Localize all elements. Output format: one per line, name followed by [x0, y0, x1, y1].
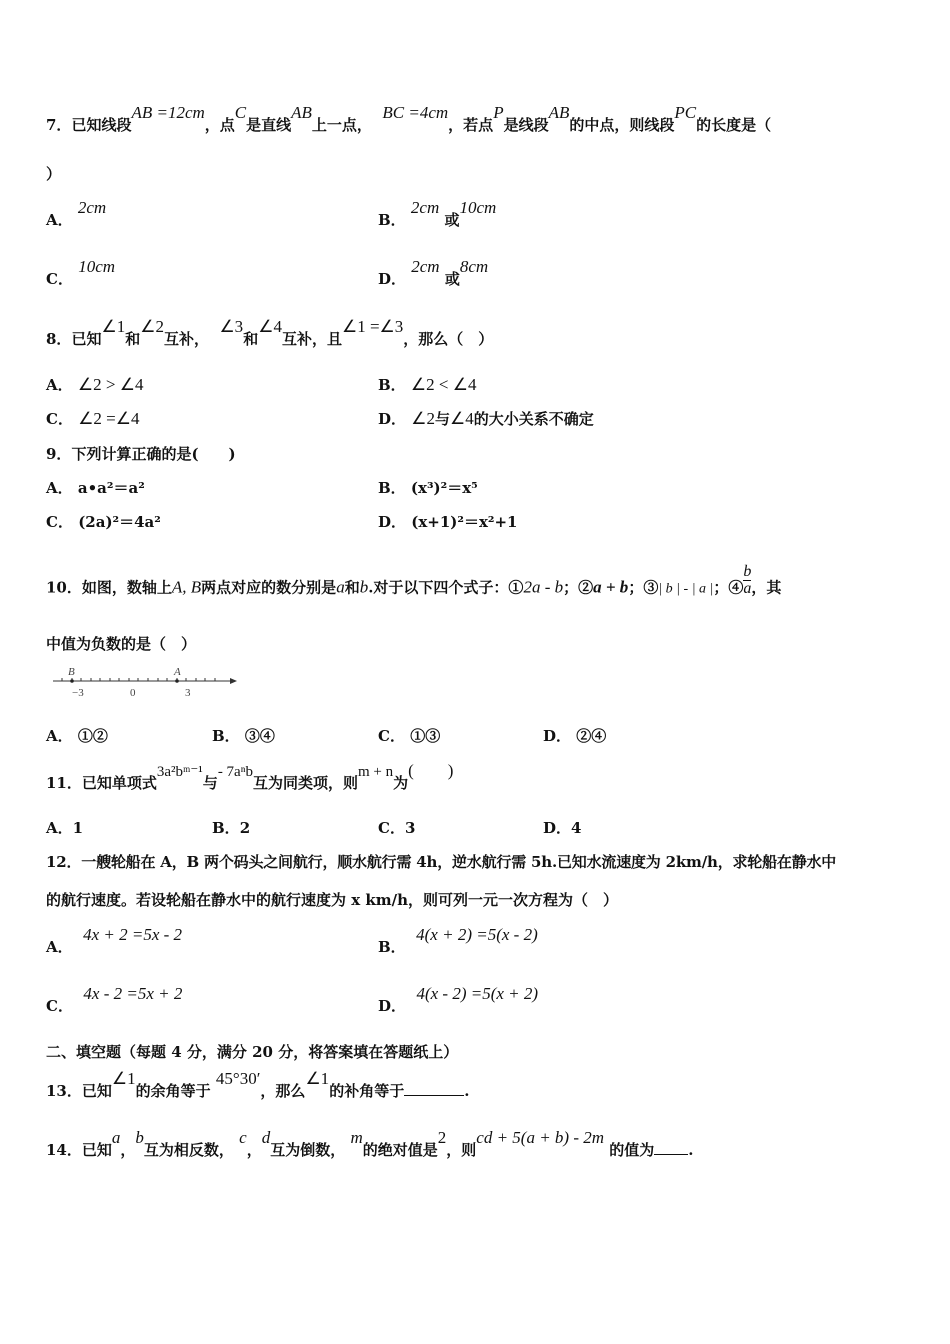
q10-expr-1: 2a - b	[523, 577, 564, 597]
label-b: B	[68, 666, 75, 678]
question-10	[46, 563, 782, 605]
q8-text: 互补，且	[281, 330, 342, 348]
option-value: 4(x - 2) =5(x + 2)	[416, 984, 539, 1003]
q10-line2: 中值为负数的是（ ）	[46, 635, 197, 653]
q11-text: 与	[202, 774, 218, 792]
q10-text: ，其	[751, 578, 782, 597]
number-line-figure	[50, 664, 240, 702]
q8-math: ∠1	[101, 317, 126, 336]
option-label: B．	[378, 479, 406, 497]
q7-math-ab: AB =12cm	[131, 103, 205, 122]
fraction-denominator: a	[743, 580, 752, 597]
option-text: 与	[435, 410, 451, 428]
question-7	[46, 103, 772, 134]
q8-text: ，那么（ ）	[403, 330, 494, 348]
option-value: ③④	[244, 727, 275, 745]
option-label: D．	[378, 997, 407, 1015]
option-label: D．	[543, 727, 572, 745]
q7-text: 上一点，	[311, 116, 372, 134]
option-value: ①③	[410, 727, 441, 745]
q10-expr-3: | b | - | a |	[658, 581, 714, 597]
q7-math-c: C	[234, 103, 247, 122]
option-value: ∠4	[450, 409, 474, 428]
q10-option-c[interactable]	[378, 727, 440, 745]
q11-monomial-2: - 7aⁿb	[217, 764, 253, 780]
axis-arrow-icon	[230, 678, 237, 684]
option-label: C．	[46, 513, 73, 531]
q13-number: 13．	[46, 1082, 82, 1100]
option-label: D．	[543, 819, 572, 837]
q13-text: 已知	[81, 1082, 112, 1100]
section-heading: 二、填空题（每题 4 分，满分 20 分，将答案填在答题纸上）	[46, 1043, 459, 1061]
option-text: 或	[444, 270, 460, 288]
q14-text: ，则	[446, 1141, 477, 1159]
q14-math: b	[135, 1128, 144, 1147]
option-label: B．	[378, 376, 406, 394]
q12-number: 12．	[46, 853, 82, 871]
q7-option-c[interactable]	[46, 257, 116, 288]
q11-option-d[interactable]	[543, 819, 581, 837]
q7-text: ，点	[204, 116, 235, 134]
q7-text: 的长度是（	[696, 116, 772, 134]
q9-option-b[interactable]	[378, 479, 478, 497]
option-label: C．	[378, 727, 405, 745]
q8-math: ∠4	[258, 317, 282, 336]
option-label: A．	[46, 727, 73, 745]
q7-text: 是直线	[246, 116, 292, 134]
q10-math: a	[336, 577, 345, 597]
option-value: 2cm	[77, 198, 107, 217]
q7-math-ab2: AB	[291, 103, 312, 122]
option-value: 4x - 2 =5x + 2	[83, 984, 183, 1003]
option-value: 1	[72, 819, 84, 837]
q8-number: 8．	[46, 330, 72, 348]
q8-math: ∠2	[140, 317, 164, 336]
tick-label-3: 3	[185, 687, 191, 699]
q14-math: 2	[437, 1128, 447, 1147]
q13-math-angle: 45°30′	[215, 1069, 261, 1088]
q12-option-d[interactable]	[378, 984, 539, 1015]
point-a	[175, 679, 179, 683]
option-label: B．	[378, 211, 406, 229]
q8-text: 和	[125, 330, 141, 348]
q8-math: ∠3	[219, 317, 244, 336]
q14-math: m	[350, 1128, 363, 1147]
q7-math-pc: PC	[674, 103, 697, 122]
q9-number: 9．	[46, 445, 72, 463]
q10-option-a[interactable]	[46, 727, 108, 745]
q11-text: 为	[393, 774, 409, 792]
q10-fraction	[743, 564, 751, 597]
option-label: C．	[46, 410, 73, 428]
option-label: A．	[46, 479, 73, 497]
option-label: C．	[378, 819, 405, 837]
q11-monomial-1: 3a²bᵐ⁻¹	[156, 764, 203, 780]
option-value: 4x + 2 =5x - 2	[83, 925, 183, 944]
q14-math-expr: cd + 5(a + b) - 2m	[476, 1128, 605, 1147]
q10-option-d[interactable]	[543, 727, 606, 745]
option-label: C．	[46, 270, 73, 288]
q14-text: .	[688, 1141, 694, 1159]
answer-blank[interactable]	[404, 1081, 464, 1096]
q11-blank-paren: ( )	[408, 761, 454, 780]
option-label: A．	[46, 376, 73, 394]
question-11	[46, 761, 454, 793]
option-value: ②④	[576, 727, 607, 745]
q11-text: 互为同类项，则	[252, 774, 358, 792]
q14-text: 的绝对值是	[362, 1141, 438, 1159]
q10-text: 和	[344, 578, 360, 597]
question-14	[46, 1128, 694, 1159]
option-label: D．	[378, 513, 407, 531]
option-label: D．	[378, 410, 407, 428]
q14-text: 互为相反数，	[143, 1141, 234, 1159]
q7-option-d[interactable]	[378, 257, 489, 288]
q11-text: 已知单项式	[81, 774, 157, 792]
q14-text: ，	[120, 1141, 136, 1159]
q10-math: b	[359, 577, 369, 597]
q7-text: 的中点，则线段	[569, 116, 675, 134]
q14-math: d	[261, 1128, 271, 1147]
q10-text: 两点对应的数分别是	[201, 578, 337, 597]
q11-option-a[interactable]	[46, 819, 83, 837]
q10-text: ；④	[713, 578, 744, 597]
q11-option-c[interactable]	[378, 819, 415, 837]
option-value: 3	[404, 819, 416, 837]
option-text: 的大小关系不确定	[473, 410, 594, 428]
q11-option-b[interactable]	[212, 819, 250, 837]
option-value: ∠2 =∠4	[78, 409, 140, 428]
q9-option-c[interactable]	[46, 513, 161, 531]
q7-number: 7．	[46, 116, 72, 134]
q13-text: 的余角等于	[135, 1082, 211, 1100]
q8-option-a[interactable]	[46, 376, 143, 394]
q14-text: ，	[246, 1141, 262, 1159]
q11-number: 11．	[46, 774, 82, 792]
option-value: a•a²＝a²	[77, 479, 145, 497]
q10-text: 如图，数轴上	[81, 578, 172, 597]
q8-option-d[interactable]	[378, 410, 594, 428]
q14-number: 14．	[46, 1141, 82, 1159]
q7-option-b[interactable]	[378, 198, 497, 229]
q12-option-c[interactable]	[46, 984, 183, 1015]
option-value: ∠2	[411, 409, 435, 428]
q9-option-a[interactable]	[46, 479, 145, 497]
tick-label-0: 0	[130, 687, 136, 699]
q12-option-b[interactable]	[378, 925, 538, 956]
option-value: ①②	[77, 727, 108, 745]
q13-text: 的补角等于	[329, 1082, 405, 1100]
option-value: 4(x + 2) =5(x - 2)	[416, 925, 538, 944]
question-8	[46, 317, 494, 348]
q10-text: ；②	[563, 578, 594, 597]
q12-text: 一艘轮船在 A，B 两个码头之间航行，顺水航行需 4h，逆水航行需 5h.已知水流速度为 2km/h，求轮船在静水中	[81, 853, 837, 871]
q8-text: 和	[243, 330, 259, 348]
q14-text: 的值为	[609, 1141, 655, 1159]
option-label: B．	[212, 727, 240, 745]
option-value: 4	[571, 819, 582, 837]
option-label: A．	[46, 211, 73, 229]
q11-expr: m + n	[357, 764, 394, 780]
option-label: B．	[212, 819, 240, 837]
q12-line2: 的航行速度。若设轮船在静水中的航行速度为 x km/h，则可列一元一次方程为（ ）	[46, 891, 619, 909]
q8-text: 互补，	[163, 330, 209, 348]
q13-math: ∠1	[111, 1069, 136, 1088]
option-label: C．	[46, 997, 73, 1015]
option-label: B．	[378, 938, 406, 956]
q13-math: ∠1	[305, 1069, 330, 1088]
q10-text: ；③	[628, 578, 659, 597]
option-value: ∠2 > ∠4	[77, 375, 144, 394]
q7-math-p: P	[493, 103, 504, 122]
q13-text: .	[464, 1082, 470, 1100]
q7-text: 已知线段	[71, 116, 132, 134]
tick-label-neg3: −3	[72, 687, 84, 699]
option-value: (x+1)²＝x²+1	[411, 513, 518, 531]
label-a: A	[174, 666, 181, 678]
q9-option-d[interactable]	[378, 513, 517, 531]
option-value: (2a)²＝4a²	[78, 513, 161, 531]
q7-math-ab3: AB	[548, 103, 570, 122]
option-label: D．	[378, 270, 407, 288]
option-value: 10cm	[78, 257, 116, 276]
question-9	[46, 445, 236, 463]
q14-math: a	[111, 1128, 121, 1147]
fraction-numerator: b	[743, 563, 752, 580]
q7-text: 是线段	[503, 116, 549, 134]
q9-text: 下列计算正确的是( )	[71, 445, 236, 463]
q13-text: ，那么	[260, 1082, 306, 1100]
q8-option-b[interactable]	[378, 376, 477, 394]
question-13	[46, 1069, 470, 1100]
q8-text: 已知	[71, 330, 102, 348]
q10-option-b[interactable]	[212, 727, 275, 745]
q10-number: 10．	[46, 578, 82, 597]
option-value: 2cm	[410, 198, 440, 217]
q14-text: 互为倒数，	[270, 1141, 346, 1159]
option-value: (x³)²＝x⁵	[410, 479, 478, 497]
q10-expr-2: a + b	[593, 577, 629, 597]
q10-text: .对于以下四个式子：①	[368, 578, 524, 597]
q8-option-c[interactable]	[46, 410, 140, 428]
option-label: A．	[46, 819, 73, 837]
question-12	[46, 853, 836, 871]
q7-text: ，若点	[448, 116, 494, 134]
option-value: ∠2 < ∠4	[410, 375, 477, 394]
option-value: 2cm	[411, 257, 440, 276]
q14-math: c	[239, 1128, 247, 1147]
option-text: 或	[444, 211, 460, 229]
q7-close-paren: ）	[46, 165, 62, 183]
option-value: 8cm	[459, 257, 489, 276]
q14-text: 已知	[81, 1141, 112, 1159]
option-value: 10cm	[459, 198, 497, 217]
q10-math: A, B	[171, 577, 202, 597]
q7-option-a[interactable]	[46, 198, 107, 229]
q7-math-bc: BC =4cm	[382, 103, 449, 122]
option-value: 2	[239, 819, 251, 837]
q12-option-a[interactable]	[46, 925, 183, 956]
option-label: A．	[46, 938, 73, 956]
q8-math: ∠1 =∠3	[341, 317, 404, 336]
point-b	[70, 679, 74, 683]
answer-blank[interactable]	[654, 1140, 688, 1155]
